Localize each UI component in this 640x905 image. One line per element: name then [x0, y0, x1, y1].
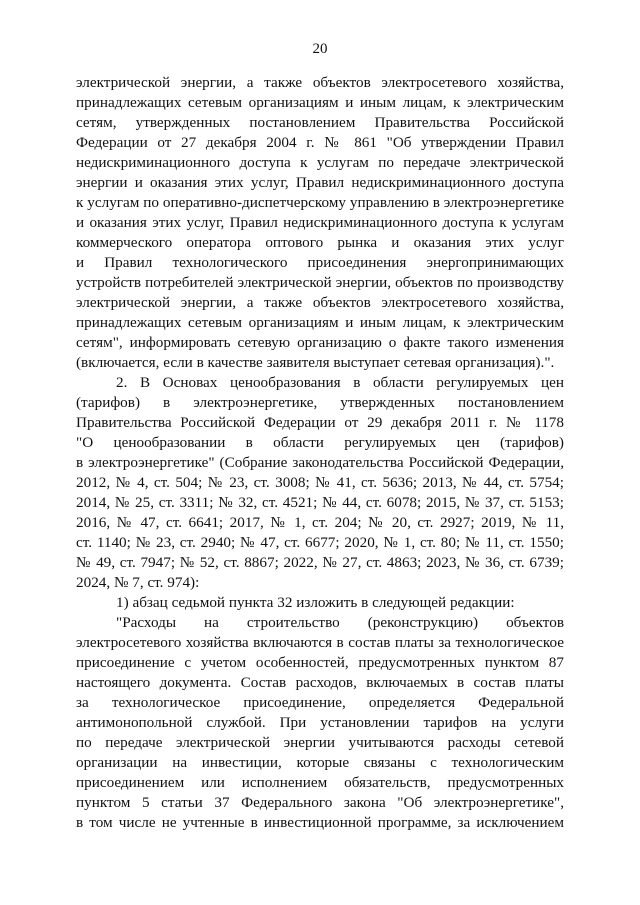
- text-line: (тарифов) в электроэнергетике, утвержденных постановлением: [76, 394, 564, 411]
- text-line: сетям, утвержденных постановлением Правительства Российской: [76, 114, 564, 131]
- text-line: в электроэнергетике" (Собрание законодательства Российской Федерации,: [76, 454, 564, 471]
- text-line: 2024, № 7, ст. 974):: [76, 574, 200, 591]
- text-line: 2016, № 47, ст. 6641; 2017, № 1, ст. 204; № 20, ст. 2927; 2019, № 11,: [76, 514, 564, 531]
- text-line: электрической энергии, а также объектов электросетевого хозяйства,: [76, 74, 564, 91]
- text-line: № 49, ст. 7947; № 52, ст. 8867; 2022, № 27, ст. 4863; 2023, № 36, ст. 6739;: [76, 554, 564, 571]
- text-line: в том числе не учтенные в инвестиционной программе, за исключением: [76, 814, 564, 831]
- text-line: ст. 1140; № 23, ст. 2940; № 47, ст. 6677; 2020, № 1, ст. 80; № 11, ст. 1550;: [76, 534, 564, 551]
- text-line: принадлежащих сетевым организациям и иным лицам, к электрическим: [76, 94, 564, 111]
- text-line: энергии и оказания этих услуг, Правил недискриминационного доступа: [76, 174, 564, 191]
- text-line: антимонопольной службой. При установлении тарифов на услуги: [76, 714, 564, 731]
- text-line: 2012, № 4, ст. 504; № 23, ст. 3008; № 41, ст. 5636; 2013, № 44, ст. 5754;: [76, 474, 564, 491]
- text-line: принадлежащих сетевым организациям и иным лицам, к электрическим: [76, 314, 564, 331]
- text-line: 2014, № 25, ст. 3311; № 32, ст. 4521; № 44, ст. 6078; 2015, № 37, ст. 5153;: [76, 494, 564, 511]
- text-line: 1) абзац седьмой пункта 32 изложить в следующей редакции:: [116, 594, 515, 611]
- text-line: устройств потребителей электрической энергии, объектов по производству: [76, 274, 564, 291]
- text-line: "Расходы на строительство (реконструкцию) объектов: [116, 614, 564, 631]
- text-line: за технологическое присоединение, определяется Федеральной: [76, 694, 564, 711]
- text-line: присоединение с учетом особенностей, предусмотренных пунктом 87: [76, 654, 564, 671]
- text-line: 2. В Основах ценообразования в области регулируемых цен: [116, 374, 564, 391]
- text-line: электросетевого хозяйства включаются в состав платы за технологическое: [76, 634, 564, 651]
- text-line: "О ценообразовании в области регулируемых цен (тарифов): [76, 434, 564, 451]
- text-line: и Правил технологического присоединения энергопринимающих: [76, 254, 564, 271]
- text-line: по передаче электрической энергии учитываются расходы сетевой: [76, 734, 564, 751]
- text-line: Федерации от 27 декабря 2004 г. № 861 "Об утверждении Правил: [76, 134, 564, 151]
- text-line: электрической энергии, а также объектов электросетевого хозяйства,: [76, 294, 564, 311]
- text-line: и оказания этих услуг, Правил недискриминационного доступа к услугам: [76, 214, 564, 231]
- text-line: (включается, если в качестве заявителя выступает сетевая организация).".: [76, 354, 555, 371]
- text-line: пунктом 5 статьи 37 Федерального закона "Об электроэнергетике",: [76, 794, 564, 811]
- text-line: Правительства Российской Федерации от 29 декабря 2011 г. № 1178: [76, 414, 564, 431]
- page-number: 20: [312, 41, 328, 57]
- text-line: настоящего документа. Состав расходов, включаемых в состав платы: [76, 674, 564, 691]
- text-line: организации на инвестиции, которые связаны с технологическим: [76, 754, 564, 771]
- text-line: присоединением или исполнением обязательств, предусмотренных: [76, 774, 564, 791]
- document-body: [76, 73, 564, 833]
- text-line: коммерческого оператора оптового рынка и оказания этих услуг: [76, 234, 564, 251]
- text-line: недискриминационного доступа к услугам по передаче электрической: [76, 154, 564, 171]
- text-line: сетям", информировать сетевую организацию о факте такого изменения: [76, 334, 564, 351]
- text-line: к услугам по оперативно-диспетчерскому управлению в электроэнергетике: [76, 194, 564, 211]
